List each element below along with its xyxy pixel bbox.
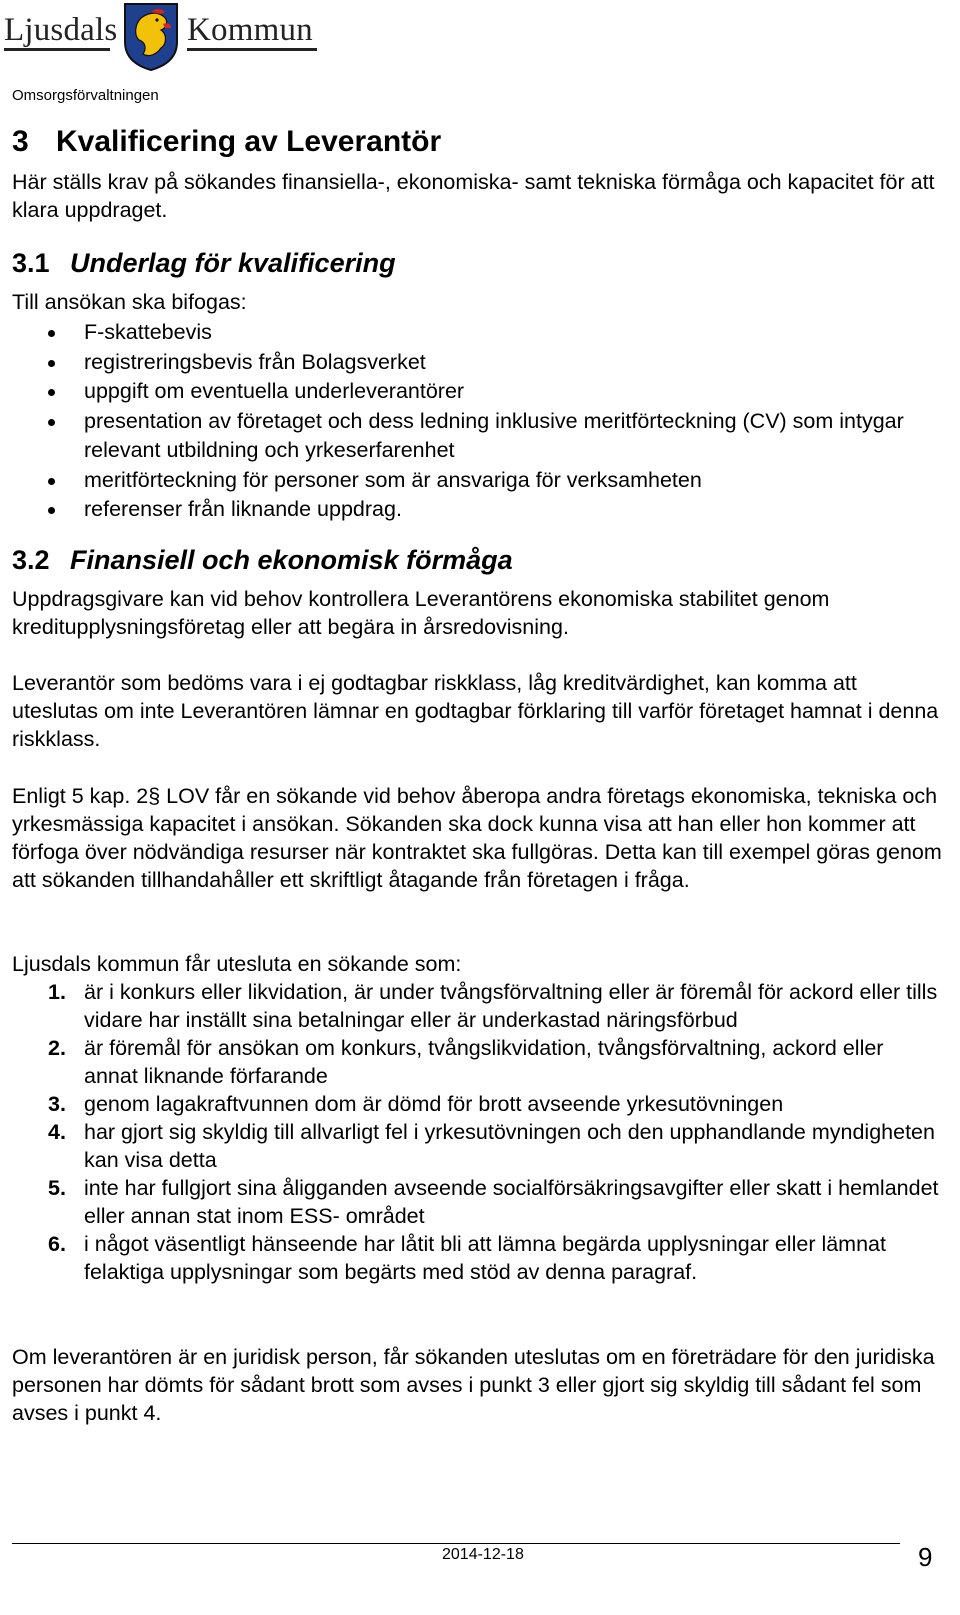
list-number: 3. — [48, 1092, 66, 1116]
list-text: inte har fullgjort sina åligganden avseende socialförsäkringsavgifter eller skatt i hemlandet eller annan stat inom ESS- området — [84, 1176, 939, 1228]
section-3-2-title: Finansiell och ekonomisk förmåga — [70, 545, 513, 575]
attachment-list — [12, 318, 942, 525]
list-item — [12, 1034, 942, 1090]
list-item: presentation av företaget och dess ledning inklusive meritförteckning (CV) som intygar relevant utbildning och yrkeserfarenhet — [12, 407, 942, 466]
section-3-heading — [12, 125, 441, 159]
list-text: i något väsentligt hänseende har låtit bli att lämna begärda upplysningar eller lämnat felaktiga upplysningar som begärts med stöd av denna paragraf. — [84, 1232, 886, 1284]
section-3-2-paragraph-1: Uppdragsgivare kan vid behov kontrollera Leverantörens ekonomiska stabilitet genom kreditupplysningsföretag eller att begära in årsredovisning. — [12, 587, 830, 639]
list-item — [12, 1174, 942, 1230]
logo-text-right: Kommun — [187, 12, 313, 48]
footer-divider — [12, 1543, 900, 1544]
section-3-1-lead: Till ansökan ska bifogas: — [12, 290, 247, 314]
page-number: 9 — [918, 1542, 933, 1572]
list-number: 5. — [48, 1176, 66, 1200]
section-3-2-paragraph-2: Leverantör som bedöms vara i ej godtagbar riskklass, låg kreditvärdighet, kan komma att uteslutas om inte Leverantören lämnar en godtagbar förklaring till varför företaget hamnat i denna riskklass. — [12, 671, 939, 751]
list-text: genom lagakraftvunnen dom är dömd för brott avseende yrkesutövningen — [84, 1092, 784, 1116]
list-text: är i konkurs eller likvidation, är under tvångsförvaltning eller är föremål för ackord eller tills vidare har inställt sina betalningar eller är underkastad näringsförbud — [84, 980, 938, 1032]
section-3-title: Kvalificering av Leverantör — [56, 125, 442, 158]
list-item: uppgift om eventuella underleverantörer — [12, 377, 942, 407]
list-number: 2. — [48, 1036, 66, 1060]
list-item: meritförteckning för personer som är ansvariga för verksamheten — [12, 466, 942, 496]
list-item: registreringsbevis från Bolagsverket — [12, 348, 942, 378]
section-3-2-paragraph-3: Enligt 5 kap. 2§ LOV får en sökande vid behov åberopa andra företags ekonomiska, tekniska och yrkesmässiga kapacitet i ansökan. Sökanden ska dock kunna visa att han eller hon kommer att förfoga över nödvändiga resurser när kontraktet ska fullgöras. Detta kan till exempel göras genom att sökanden tillhandahåller ett skriftligt åtagande från företagen i fråga. — [12, 784, 942, 892]
list-item — [12, 1230, 942, 1286]
municipality-logo — [4, 2, 334, 72]
list-number: 6. — [48, 1232, 66, 1256]
section-3-1-heading — [12, 248, 396, 279]
list-item: F-skattebevis — [12, 318, 942, 348]
list-number: 1. — [48, 980, 66, 1004]
list-item: referenser från liknande uppdrag. — [12, 495, 942, 525]
list-item — [12, 1090, 942, 1118]
list-item — [12, 1118, 942, 1174]
section-3-1-title: Underlag för kvalificering — [70, 248, 396, 278]
section-3-2-paragraph-4: Om leverantören är en juridisk person, får sökanden uteslutas om en företrädare för den juridiska personen har dömts för sådant brott som avses i punkt 3 eller gjort sig skyldig till sådant fel som avses i punkt 4. — [12, 1345, 935, 1425]
logo-underline-left — [4, 48, 110, 51]
section-3-number: 3 — [12, 125, 29, 158]
logo-underline-right — [187, 48, 317, 51]
section-3-2-number: 3.2 — [12, 545, 50, 575]
section-3-intro: Här ställs krav på sökandes finansiella-, ekonomiska- samt tekniska förmåga och kapacitet för att klara uppdraget. — [12, 170, 935, 222]
department-name: Omsorgsförvaltningen — [12, 87, 159, 104]
footer-date: 2014-12-18 — [442, 1546, 524, 1563]
coat-of-arms-icon — [121, 2, 181, 72]
logo-text-left: Ljusdals — [4, 12, 118, 48]
list-number: 4. — [48, 1120, 66, 1144]
list-item — [12, 978, 942, 1034]
exclusion-list — [12, 978, 942, 1286]
section-3-1-number: 3.1 — [12, 248, 50, 278]
exclusion-lead: Ljusdals kommun får utesluta en sökande som: — [12, 952, 462, 976]
list-text: har gjort sig skyldig till allvarligt fel i yrkesutövningen och den upphandlande myndigheten kan visa detta — [84, 1120, 935, 1172]
section-3-2-heading — [12, 545, 513, 576]
list-text: är föremål för ansökan om konkurs, tvångslikvidation, tvångsförvaltning, ackord eller annat liknande förfarande — [84, 1036, 884, 1088]
